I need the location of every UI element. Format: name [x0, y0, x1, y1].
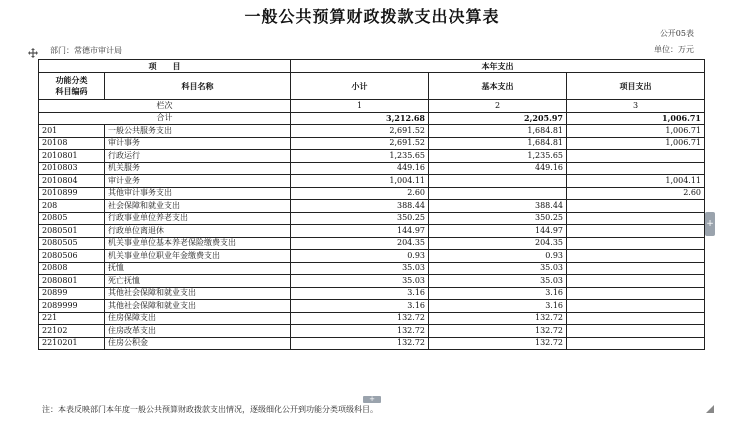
project-cell: [567, 237, 705, 250]
basic-cell: 388.44: [429, 200, 567, 213]
code-cell: 2080506: [39, 250, 105, 263]
subtotal-cell: 1,235.65: [291, 150, 429, 163]
table-row: [39, 287, 705, 300]
project-cell: [567, 225, 705, 238]
project-cell: 2.60: [567, 187, 705, 200]
project-cell: [567, 212, 705, 225]
basic-cell: 449.16: [429, 162, 567, 175]
plus-icon[interactable]: +: [705, 212, 715, 236]
basic-cell: 1,235.65: [429, 150, 567, 163]
table-row: [39, 125, 705, 138]
basic-header: 基本支出: [429, 73, 567, 100]
code-cell: 20805: [39, 212, 105, 225]
subtotal-cell: 3.16: [291, 287, 429, 300]
project-cell: 1,004.11: [567, 175, 705, 188]
code-cell: 2080801: [39, 275, 105, 288]
column-number-2: 2: [429, 100, 567, 113]
basic-cell: 132.72: [429, 337, 567, 350]
subject-name-cell: 其他社会保障和就业支出: [105, 287, 291, 300]
code-cell: 2010801: [39, 150, 105, 163]
project-cell: [567, 300, 705, 313]
table-row: [39, 262, 705, 275]
table-row: [39, 250, 705, 263]
table-row: [39, 237, 705, 250]
subtotal-cell: 204.35: [291, 237, 429, 250]
table-row: [39, 200, 705, 213]
table-row: [39, 187, 705, 200]
code-cell: 22102: [39, 325, 105, 338]
table-row: [39, 150, 705, 163]
code-cell: 20899: [39, 287, 105, 300]
column-number-1: 1: [291, 100, 429, 113]
subtotal-cell: 1,004.11: [291, 175, 429, 188]
column-number-label: 栏次: [39, 100, 291, 113]
basic-cell: 3.16: [429, 300, 567, 313]
project-cell: [567, 262, 705, 275]
subtotal-cell: 35.03: [291, 262, 429, 275]
subtotal-cell: 2,691.52: [291, 137, 429, 150]
subject-name-cell: 一般公共服务支出: [105, 125, 291, 138]
unit-label: 单位：万元: [654, 45, 694, 54]
subject-name-cell: 机关事业单位职业年金缴费支出: [105, 250, 291, 263]
project-cell: [567, 162, 705, 175]
total-project: 1,006.71: [567, 112, 705, 125]
table-row: [39, 212, 705, 225]
subject-name-cell: 其他审计事务支出: [105, 187, 291, 200]
table-row: [39, 162, 705, 175]
subtotal-cell: 2,691.52: [291, 125, 429, 138]
table-row: [39, 325, 705, 338]
subtotal-cell: 350.25: [291, 212, 429, 225]
project-cell: [567, 287, 705, 300]
basic-cell: 204.35: [429, 237, 567, 250]
subject-name-cell: 行政单位离退休: [105, 225, 291, 238]
footnote: 注：本表反映部门本年度一般公共预算财政拨款支出情况，逐级细化公开到功能分类项级科目。: [42, 405, 378, 414]
basic-cell: 1,684.81: [429, 125, 567, 138]
expenditure-table: [38, 59, 705, 350]
func-code-header: 功能分类 科目编码: [39, 73, 105, 100]
code-cell: 201: [39, 125, 105, 138]
code-cell: 221: [39, 312, 105, 325]
code-cell: 208: [39, 200, 105, 213]
code-cell: 2010804: [39, 175, 105, 188]
code-cell: 2210201: [39, 337, 105, 350]
total-subtotal: 3,212.68: [291, 112, 429, 125]
project-cell: [567, 275, 705, 288]
subject-name-cell: 审计事务: [105, 137, 291, 150]
basic-cell: 0.93: [429, 250, 567, 263]
subject-name-cell: 审计业务: [105, 175, 291, 188]
subtotal-cell: 144.97: [291, 225, 429, 238]
subtotal-cell: 132.72: [291, 337, 429, 350]
subject-name-cell: 住房保障支出: [105, 312, 291, 325]
plus-icon[interactable]: +: [363, 396, 381, 403]
basic-cell: [429, 187, 567, 200]
code-cell: 20808: [39, 262, 105, 275]
basic-cell: 132.72: [429, 325, 567, 338]
subject-name-cell: 死亡抚恤: [105, 275, 291, 288]
basic-cell: 350.25: [429, 212, 567, 225]
move-arrows-icon[interactable]: [28, 48, 38, 58]
project-cell: 1,006.71: [567, 125, 705, 138]
code-cell: 20108: [39, 137, 105, 150]
project-cell: [567, 337, 705, 350]
total-row: [39, 112, 705, 125]
project-cell: [567, 150, 705, 163]
subtotal-cell: 132.72: [291, 325, 429, 338]
project-exp-header: 项目支出: [567, 73, 705, 100]
subject-name-cell: 机关事业单位基本养老保险缴费支出: [105, 237, 291, 250]
code-cell: 2010899: [39, 187, 105, 200]
subject-name-cell: 住房公积金: [105, 337, 291, 350]
project-header: 项 目: [39, 60, 291, 73]
header-row-2: [39, 73, 705, 100]
resize-grip-icon[interactable]: [706, 398, 714, 406]
table-row: [39, 275, 705, 288]
basic-cell: 132.72: [429, 312, 567, 325]
table-row: [39, 300, 705, 313]
header-row-1: [39, 60, 705, 73]
code-cell: 2080505: [39, 237, 105, 250]
project-cell: [567, 312, 705, 325]
subtotal-cell: 388.44: [291, 200, 429, 213]
table-row: [39, 337, 705, 350]
project-cell: [567, 250, 705, 263]
basic-cell: 144.97: [429, 225, 567, 238]
subject-name-cell: 行政事业单位养老支出: [105, 212, 291, 225]
basic-cell: [429, 175, 567, 188]
subtotal-cell: 2.60: [291, 187, 429, 200]
code-cell: 2010803: [39, 162, 105, 175]
subtotal-header: 小计: [291, 73, 429, 100]
subtotal-cell: 0.93: [291, 250, 429, 263]
basic-cell: 35.03: [429, 262, 567, 275]
project-cell: 1,006.71: [567, 137, 705, 150]
subtotal-cell: 132.72: [291, 312, 429, 325]
basic-cell: 1,684.81: [429, 137, 567, 150]
basic-cell: 3.16: [429, 287, 567, 300]
subject-name-cell: 抚恤: [105, 262, 291, 275]
column-number-row: [39, 100, 705, 113]
subject-name-cell: 住房改革支出: [105, 325, 291, 338]
table-row: [39, 175, 705, 188]
subtotal-cell: 3.16: [291, 300, 429, 313]
total-label: 合计: [39, 112, 291, 125]
project-cell: [567, 200, 705, 213]
subject-name-header: 科目名称: [105, 73, 291, 100]
code-cell: 2080501: [39, 225, 105, 238]
subject-name-cell: 行政运行: [105, 150, 291, 163]
department-label: 部门：常德市审计局: [50, 46, 122, 55]
basic-cell: 35.03: [429, 275, 567, 288]
subject-name-cell: 机关服务: [105, 162, 291, 175]
column-number-3: 3: [567, 100, 705, 113]
form-number: 公开05表: [659, 29, 694, 38]
subtotal-cell: 35.03: [291, 275, 429, 288]
subtotal-cell: 449.16: [291, 162, 429, 175]
total-basic: 2,205.97: [429, 112, 567, 125]
table-row: [39, 137, 705, 150]
code-cell: 2089999: [39, 300, 105, 313]
page-title: 一般公共预算财政拨款支出决算表: [244, 7, 500, 26]
subject-name-cell: 社会保障和就业支出: [105, 200, 291, 213]
current-year-header: 本年支出: [291, 60, 705, 73]
subject-name-cell: 其他社会保障和就业支出: [105, 300, 291, 313]
table-row: [39, 312, 705, 325]
table-row: [39, 225, 705, 238]
project-cell: [567, 325, 705, 338]
